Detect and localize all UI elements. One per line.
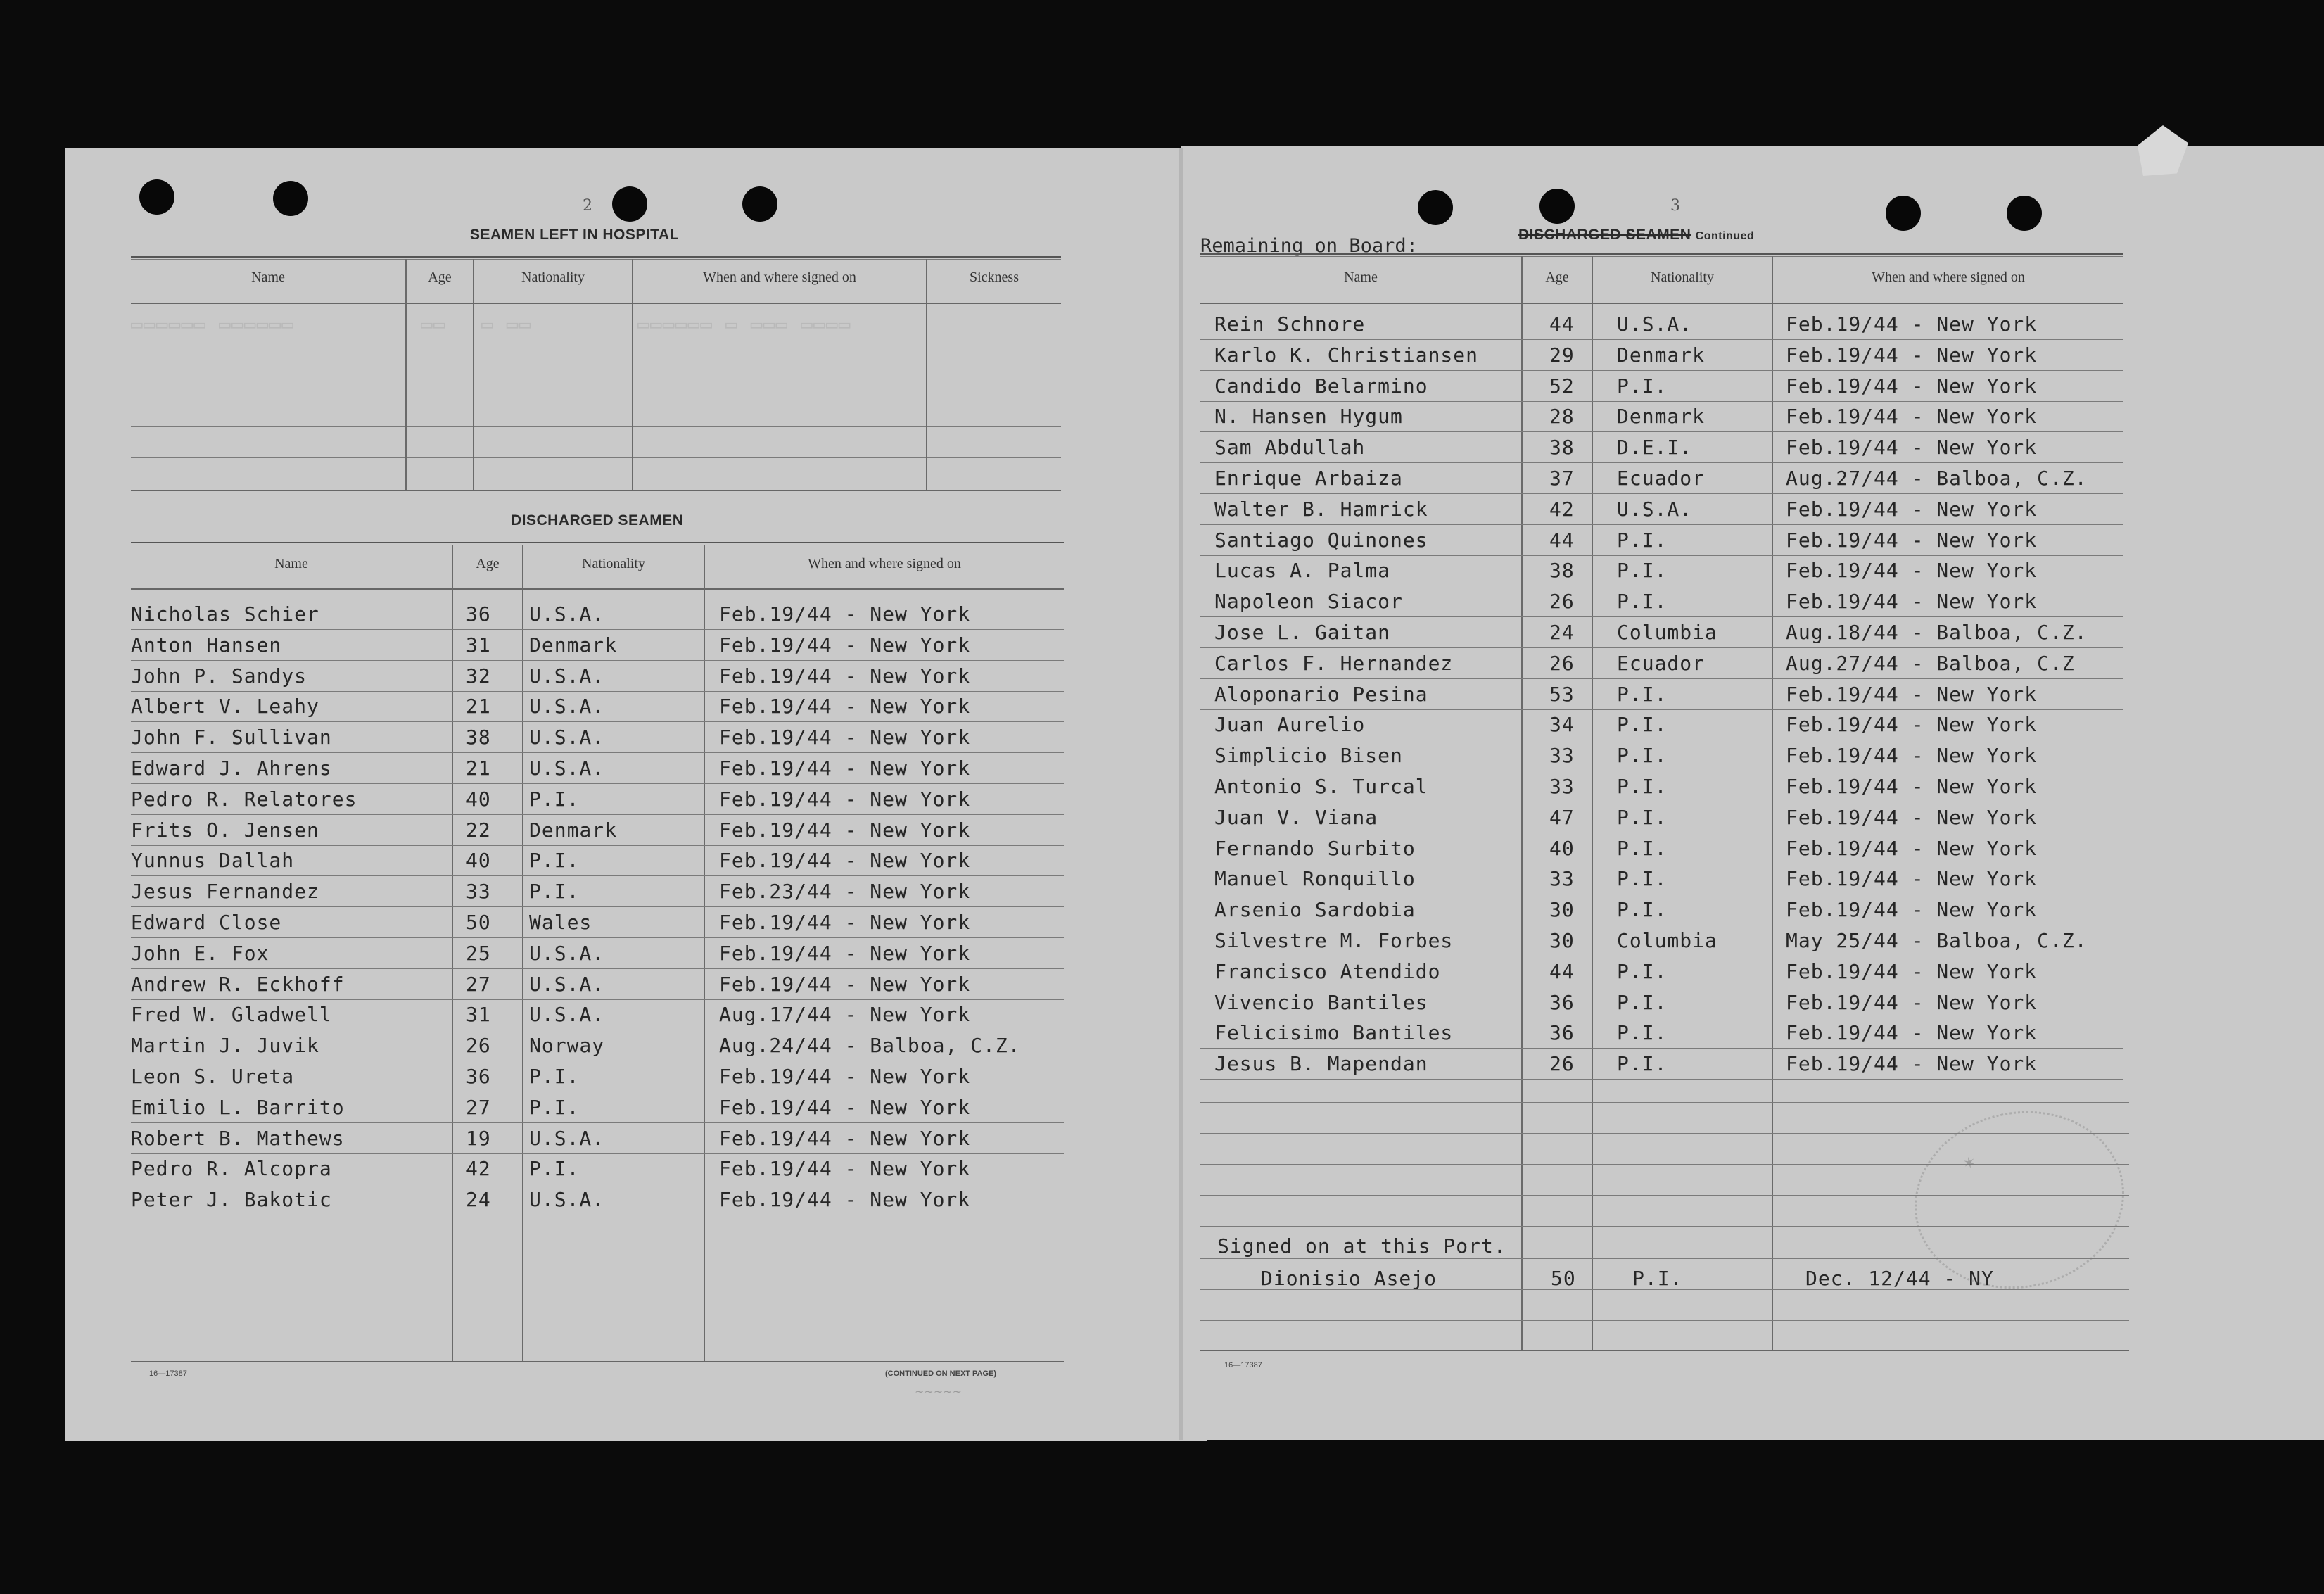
crew-nationality: Denmark: [529, 633, 618, 657]
crew-name: Edward Close: [131, 911, 282, 934]
crew-nationality: U.S.A.: [529, 941, 605, 965]
crew-name: Santiago Quinones: [1214, 528, 1428, 552]
crew-age: 33: [1549, 867, 1575, 891]
crew-nationality: P.I.: [529, 880, 580, 904]
crew-nationality: U.S.A.: [529, 1126, 605, 1150]
crew-age: 52: [1549, 374, 1575, 398]
remaining-on-board-label: Remaining on Board:: [1200, 235, 1418, 257]
crew-name: Karlo K. Christiansen: [1214, 343, 1479, 367]
crew-age: 36: [1549, 990, 1575, 1014]
crew-nationality: Ecuador: [1617, 467, 1706, 490]
divider: [1200, 1350, 2129, 1351]
crew-name: John P. Sandys: [131, 664, 307, 688]
crew-age: 25: [466, 941, 491, 965]
crew-nationality: U.S.A.: [529, 1003, 605, 1027]
crew-nationality: U.S.A.: [529, 972, 605, 996]
crew-row: [1200, 433, 2123, 464]
crew-name: Napoleon Siacor: [1214, 590, 1403, 614]
crew-row: [1200, 772, 2123, 803]
crew-age: 37: [1549, 467, 1575, 490]
crew-signed-on: Aug.18/44 - Balboa, C.Z.: [1786, 621, 2088, 644]
crew-row: [131, 1031, 1064, 1062]
crew-signed-on: Feb.19/44 - New York: [1786, 1052, 2038, 1076]
crew-age: 42: [466, 1157, 491, 1181]
crew-age: 31: [466, 633, 491, 657]
crew-nationality: P.I.: [1617, 959, 1668, 983]
punch-hole: [1418, 190, 1453, 225]
crew-age: 40: [1549, 836, 1575, 860]
crew-nationality: P.I.: [1617, 805, 1668, 829]
crew-name: Frits O. Jensen: [131, 818, 319, 842]
crew-name: Manuel Ronquillo: [1214, 867, 1416, 891]
crew-nationality: Denmark: [529, 818, 618, 842]
crew-nationality: P.I.: [529, 849, 580, 873]
divider: [131, 256, 1061, 260]
crew-signed-on: Feb.19/44 - New York: [1786, 990, 2038, 1014]
crew-age: 44: [1549, 959, 1575, 983]
crew-age: 30: [1549, 929, 1575, 952]
crew-age: 38: [1549, 436, 1575, 460]
crew-name: Andrew R. Eckhoff: [131, 972, 345, 996]
crew-age: 40: [466, 787, 491, 811]
faded-entry-signed: ▭▭▭▭▭▭ ▭ ▭▭▭ ▭▭▭▭: [637, 312, 851, 336]
crew-nationality: P.I.: [1617, 559, 1668, 583]
crew-signed-on: Feb.19/44 - New York: [1786, 374, 2038, 398]
crew-signed-on: Aug.17/44 - New York: [719, 1003, 971, 1027]
crew-name: Martin J. Juvik: [131, 1034, 319, 1058]
crew-row: [131, 1000, 1064, 1031]
divider: [1200, 253, 2123, 257]
crew-row: [131, 600, 1064, 631]
crew-name: Aloponario Pesina: [1214, 682, 1428, 706]
crew-row: [1200, 372, 2123, 403]
stamp-mark: ✶: [1961, 1153, 1978, 1173]
crew-row: [1200, 680, 2123, 711]
crew-row: [1200, 402, 2123, 433]
crew-row: [131, 692, 1064, 723]
crew-nationality: U.S.A.: [529, 695, 605, 719]
crew-row: [1200, 834, 2123, 865]
crew-row: [131, 1124, 1064, 1155]
crew-age: 19: [466, 1126, 491, 1150]
crew-row: [1200, 618, 2123, 649]
discharged-section-title: DISCHARGED SEAMEN: [511, 512, 684, 529]
crew-row: [131, 1062, 1064, 1093]
crew-name: Jesus Fernandez: [131, 880, 319, 904]
crew-name: Walter B. Hamrick: [1214, 497, 1428, 521]
crew-age: 26: [1549, 651, 1575, 675]
crew-signed-on: Feb.19/44 - New York: [1786, 805, 2038, 829]
crew-signed-on: Feb.19/44 - New York: [1786, 343, 2038, 367]
crew-signed-on: Feb.19/44 - New York: [719, 1188, 971, 1212]
crew-signed-on: Feb.19/44 - New York: [719, 1065, 971, 1088]
crew-signed-on: Feb.19/44 - New York: [1786, 528, 2038, 552]
crew-row: [131, 1185, 1064, 1216]
crew-signed-on: Feb.19/44 - New York: [719, 941, 971, 965]
punch-hole: [1886, 196, 1921, 231]
page-number-left: 2: [583, 197, 592, 215]
crew-nationality: Denmark: [1617, 343, 1706, 367]
crew-name: Robert B. Mathews: [131, 1126, 345, 1150]
page-number-right: 3: [1670, 197, 1680, 215]
crew-row: [131, 970, 1064, 1001]
crew-row: [131, 723, 1064, 754]
right-header-signed: When and where signed on: [1872, 270, 2025, 285]
faded-entry-nationality: ▭ ▭▭: [481, 312, 532, 336]
crew-nationality: P.I.: [1617, 374, 1668, 398]
crew-name: Vivencio Bantiles: [1214, 990, 1428, 1014]
crew-nationality: P.I.: [1632, 1267, 1683, 1290]
crew-age: 50: [466, 911, 491, 934]
crew-signed-on: Feb.19/44 - New York: [1786, 836, 2038, 860]
discharged-header-name: Name: [274, 556, 308, 571]
page-fold: [1179, 148, 1183, 1440]
crew-row: [131, 908, 1064, 939]
crew-name: Jose L. Gaitan: [1214, 621, 1391, 644]
crew-age: 33: [1549, 744, 1575, 768]
crew-nationality: P.I.: [1617, 713, 1668, 737]
crew-age: 36: [466, 602, 491, 626]
crew-age: 32: [466, 664, 491, 688]
crew-age: 22: [466, 818, 491, 842]
crew-age: 38: [466, 726, 491, 749]
crew-name: Arsenio Sardobia: [1214, 898, 1416, 922]
crew-age: 36: [466, 1065, 491, 1088]
crew-row: [1200, 649, 2123, 680]
crew-row: [131, 1154, 1064, 1185]
faded-entry-age: ▭▭: [421, 312, 446, 336]
crew-signed-on: Feb.19/44 - New York: [719, 757, 971, 780]
crew-signed-on: Aug.27/44 - Balboa, C.Z: [1786, 651, 2075, 675]
crew-signed-on: Feb.19/44 - New York: [719, 664, 971, 688]
crew-nationality: P.I.: [1617, 528, 1668, 552]
crew-row: [1200, 988, 2123, 1019]
crew-row: [1200, 310, 2123, 341]
crew-name: Anton Hansen: [131, 633, 282, 657]
crew-signed-on: Feb.19/44 - New York: [719, 1126, 971, 1150]
crew-row: [131, 662, 1064, 692]
divider: [405, 259, 407, 490]
crew-age: 38: [1549, 559, 1575, 583]
crew-age: 40: [466, 849, 491, 873]
pencil-mark: ~~~~~: [915, 1385, 963, 1398]
punch-hole: [273, 181, 308, 216]
crew-row: [131, 1093, 1064, 1124]
punch-hole: [139, 179, 174, 215]
divider: [131, 457, 1061, 458]
divider: [1200, 303, 2123, 304]
crew-nationality: P.I.: [1617, 775, 1668, 798]
crew-signed-on: Feb.19/44 - New York: [1786, 898, 2038, 922]
crew-signed-on: Feb.23/44 - New York: [719, 880, 971, 904]
crew-name: John E. Fox: [131, 941, 269, 965]
crew-nationality: P.I.: [1617, 744, 1668, 768]
form-number-right: 16—17387: [1224, 1361, 1262, 1370]
crew-name: Pedro R. Alcopra: [131, 1157, 332, 1181]
form-number-left: 16—17387: [149, 1370, 187, 1378]
crew-signed-on: Aug.24/44 - Balboa, C.Z.: [719, 1034, 1021, 1058]
crew-signed-on: Feb.19/44 - New York: [719, 695, 971, 719]
divider: [131, 303, 1061, 304]
divider: [926, 259, 927, 490]
discharged-header-nationality: Nationality: [582, 556, 645, 571]
crew-row: [1200, 464, 2123, 495]
crew-row: [1200, 926, 2123, 957]
crew-name: John F. Sullivan: [131, 726, 332, 749]
crew-age: 33: [1549, 775, 1575, 798]
crew-age: 24: [1549, 621, 1575, 644]
crew-name: Yunnus Dallah: [131, 849, 295, 873]
crew-row: [131, 754, 1064, 785]
crew-signed-on: Feb.19/44 - New York: [1786, 713, 2038, 737]
divider: [1200, 1320, 2129, 1321]
crew-signed-on: Feb.19/44 - New York: [719, 849, 971, 873]
crew-row: [131, 785, 1064, 816]
crew-signed-on: May 25/44 - Balboa, C.Z.: [1786, 929, 2088, 952]
crew-signed-on: Feb.19/44 - New York: [1786, 405, 2038, 429]
crew-age: 26: [1549, 1052, 1575, 1076]
right-header-age: Age: [1545, 270, 1569, 285]
divider: [1200, 1079, 2123, 1080]
crew-row: [1200, 710, 2123, 741]
crew-signed-on: Aug.27/44 - Balboa, C.Z.: [1786, 467, 2088, 490]
crew-name: Fred W. Gladwell: [131, 1003, 332, 1027]
crew-name: Fernando Surbito: [1214, 836, 1416, 860]
crew-nationality: P.I.: [1617, 1052, 1668, 1076]
divider: [131, 490, 1061, 491]
crew-nationality: Denmark: [1617, 405, 1706, 429]
crew-age: 29: [1549, 343, 1575, 367]
crew-name: Rein Schnore: [1214, 312, 1366, 336]
right-header-name: Name: [1344, 270, 1378, 285]
divider: [473, 259, 474, 490]
struck-section-title: [1518, 227, 1754, 243]
crew-nationality: U.S.A.: [1617, 497, 1693, 521]
crew-nationality: P.I.: [1617, 836, 1668, 860]
crew-signed-on: Feb.19/44 - New York: [719, 818, 971, 842]
crew-nationality: Columbia: [1617, 621, 1717, 644]
crew-nationality: P.I.: [1617, 867, 1668, 891]
crew-name: Sam Abdullah: [1214, 436, 1366, 460]
crew-name: Felicisimo Bantiles: [1214, 1021, 1454, 1045]
crew-age: 26: [466, 1034, 491, 1058]
crew-signed-on: Feb.19/44 - New York: [1786, 1021, 2038, 1045]
crew-signed-on: Feb.19/44 - New York: [1786, 590, 2038, 614]
crew-row: [131, 846, 1064, 877]
crew-signed-on: Feb.19/44 - New York: [719, 1157, 971, 1181]
crew-signed-on: Feb.19/44 - New York: [1786, 436, 2038, 460]
crew-signed-on: Feb.19/44 - New York: [1786, 559, 2038, 583]
crew-name: Candido Belarmino: [1214, 374, 1428, 398]
punch-hole: [612, 186, 647, 222]
crew-name: Edward J. Ahrens: [131, 757, 332, 780]
continued-note: (CONTINUED ON NEXT PAGE): [885, 1370, 997, 1378]
hospital-section-title: SEAMEN LEFT IN HOSPITAL: [470, 227, 679, 243]
crew-signed-on: Dec. 12/44 - NY: [1805, 1267, 1994, 1290]
hospital-header-age: Age: [428, 270, 452, 285]
crew-row: [131, 877, 1064, 908]
crew-signed-on: Feb.19/44 - New York: [1786, 744, 2038, 768]
crew-age: 34: [1549, 713, 1575, 737]
crew-row: [131, 631, 1064, 662]
crew-name: Albert V. Leahy: [131, 695, 319, 719]
crew-name: Peter J. Bakotic: [131, 1188, 332, 1212]
crew-nationality: U.S.A.: [529, 726, 605, 749]
crew-signed-on: Feb.19/44 - New York: [719, 972, 971, 996]
crew-age: 50: [1551, 1267, 1576, 1290]
crew-name: Enrique Arbaiza: [1214, 467, 1403, 490]
crew-row: [1200, 1049, 2123, 1080]
hospital-header-signed: When and where signed on: [703, 270, 856, 285]
crew-row: [131, 939, 1064, 970]
crew-age: 26: [1549, 590, 1575, 614]
divider: [131, 588, 1064, 590]
crew-nationality: P.I.: [529, 1065, 580, 1088]
divider: [1200, 1102, 2129, 1103]
crew-signed-on: Feb.19/44 - New York: [719, 787, 971, 811]
crew-nationality: P.I.: [1617, 898, 1668, 922]
crew-signed-on: Feb.19/44 - New York: [719, 1095, 971, 1119]
crew-nationality: Norway: [529, 1034, 605, 1058]
punch-hole: [742, 186, 777, 222]
crew-row: [1200, 341, 2123, 372]
crew-signed-on: Feb.19/44 - New York: [1786, 682, 2038, 706]
crew-nationality: U.S.A.: [529, 757, 605, 780]
signed-on-label: Signed on at this Port.: [1217, 1234, 1506, 1258]
crew-signed-on: Feb.19/44 - New York: [1786, 497, 2038, 521]
crew-nationality: P.I.: [1617, 990, 1668, 1014]
crew-name: Leon S. Ureta: [131, 1065, 295, 1088]
crew-row: [1200, 803, 2123, 834]
crew-row: [1200, 556, 2123, 587]
hospital-header-name: Name: [251, 270, 285, 285]
crew-name: Dionisio Asejo: [1261, 1267, 1437, 1290]
crew-age: 24: [466, 1188, 491, 1212]
crew-age: 28: [1549, 405, 1575, 429]
faded-entry-name: ▭▭▭▭▭▭ ▭▭▭▭▭▭: [131, 312, 295, 336]
crew-name: Jesus B. Mapendan: [1214, 1052, 1428, 1076]
crew-name: Nicholas Schier: [131, 602, 319, 626]
crew-age: 44: [1549, 528, 1575, 552]
crew-signed-on: Feb.19/44 - New York: [719, 911, 971, 934]
crew-nationality: P.I.: [1617, 590, 1668, 614]
crew-nationality: U.S.A.: [529, 1188, 605, 1212]
crew-name: Simplicio Bisen: [1214, 744, 1403, 768]
crew-nationality: U.S.A.: [529, 664, 605, 688]
crew-age: 27: [466, 972, 491, 996]
crew-nationality: Wales: [529, 911, 592, 934]
crew-age: 53: [1549, 682, 1575, 706]
discharged-header-age: Age: [476, 556, 500, 571]
crew-nationality: P.I.: [529, 787, 580, 811]
crew-age: 27: [466, 1095, 491, 1119]
divider: [131, 542, 1064, 545]
crew-name: Francisco Atendido: [1214, 959, 1441, 983]
crew-age: 33: [466, 880, 491, 904]
crew-row: [1200, 741, 2123, 772]
crew-age: 30: [1549, 898, 1575, 922]
crew-name: Juan V. Viana: [1214, 805, 1378, 829]
crew-name: Pedro R. Relatores: [131, 787, 357, 811]
crew-row: [1200, 864, 2123, 895]
crew-name: Lucas A. Palma: [1214, 559, 1391, 583]
crew-nationality: P.I.: [1617, 682, 1668, 706]
crew-signed-on: Feb.19/44 - New York: [1786, 867, 2038, 891]
crew-nationality: P.I.: [529, 1157, 580, 1181]
crew-age: 36: [1549, 1021, 1575, 1045]
crew-age: 21: [466, 695, 491, 719]
punch-hole: [1539, 189, 1575, 224]
crew-nationality: U.S.A.: [529, 602, 605, 626]
crew-name: N. Hansen Hygum: [1214, 405, 1403, 429]
crew-signed-on: Feb.19/44 - New York: [719, 726, 971, 749]
crew-nationality: U.S.A.: [1617, 312, 1693, 336]
crew-age: 42: [1549, 497, 1575, 521]
crew-nationality: D.E.I.: [1617, 436, 1693, 460]
crew-name: Antonio S. Turcal: [1214, 775, 1428, 798]
crew-age: 44: [1549, 312, 1575, 336]
crew-name: Carlos F. Hernandez: [1214, 651, 1454, 675]
crew-row: [131, 816, 1064, 847]
right-header-nationality: Nationality: [1651, 270, 1714, 285]
crew-age: 31: [466, 1003, 491, 1027]
crew-nationality: Ecuador: [1617, 651, 1706, 675]
hospital-header-nationality: Nationality: [521, 270, 585, 285]
struck-continued-text: Continued: [1695, 230, 1755, 242]
crew-age: 47: [1549, 805, 1575, 829]
crew-signed-on: Feb.19/44 - New York: [719, 602, 971, 626]
divider: [131, 426, 1061, 427]
crew-signed-on: Feb.19/44 - New York: [1786, 312, 2038, 336]
punch-hole: [2007, 196, 2042, 231]
crew-row: [1200, 895, 2123, 926]
divider: [131, 1361, 1064, 1362]
crew-signed-on: Feb.19/44 - New York: [1786, 959, 2038, 983]
crew-name: Juan Aurelio: [1214, 713, 1366, 737]
discharged-header-signed: When and where signed on: [808, 556, 961, 571]
crew-row: [1200, 957, 2123, 988]
crew-row: [1200, 587, 2123, 618]
divider: [632, 259, 633, 490]
crew-name: Silvestre M. Forbes: [1214, 929, 1454, 952]
crew-age: 21: [466, 757, 491, 780]
crew-row: [1200, 1018, 2123, 1049]
crew-nationality: P.I.: [529, 1095, 580, 1119]
crew-nationality: Columbia: [1617, 929, 1717, 952]
crew-name: Emilio L. Barrito: [131, 1095, 345, 1119]
hospital-header-sickness: Sickness: [970, 270, 1019, 285]
struck-title-text: DISCHARGED SEAMEN: [1518, 227, 1691, 243]
crew-row: [1200, 495, 2123, 526]
crew-signed-on: Feb.19/44 - New York: [1786, 775, 2038, 798]
crew-nationality: P.I.: [1617, 1021, 1668, 1045]
crew-signed-on: Feb.19/44 - New York: [719, 633, 971, 657]
crew-row: [1200, 526, 2123, 557]
